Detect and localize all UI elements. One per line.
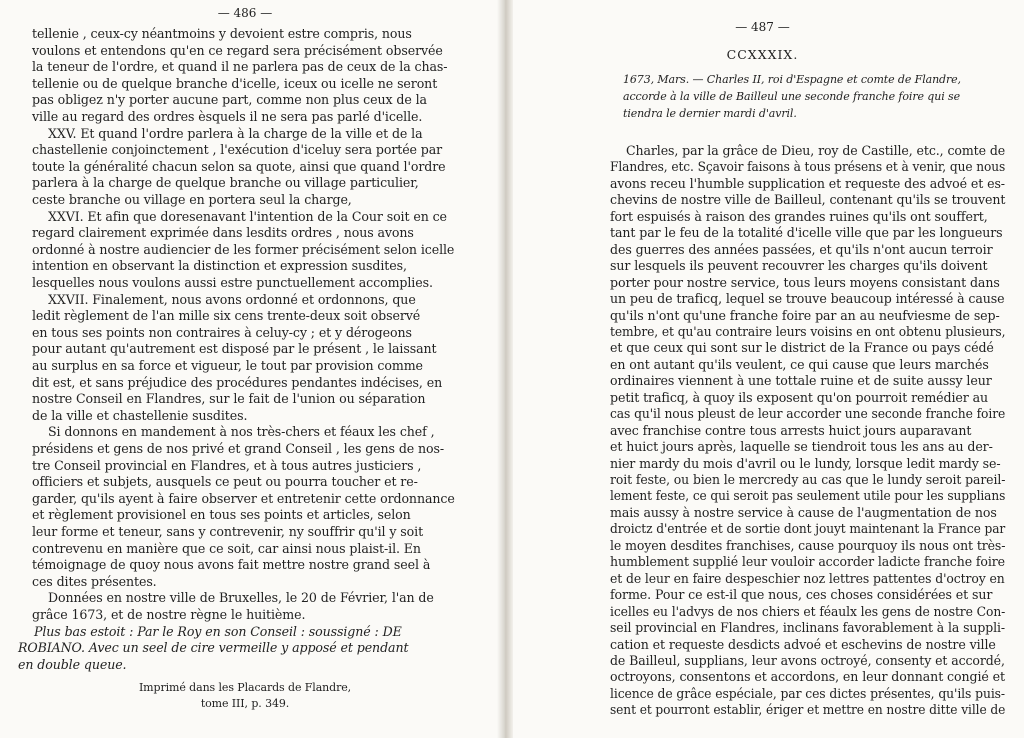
body-line: ces dites présentes. xyxy=(32,573,157,589)
body-line: garder, qu'ils ayent à faire observer et entretenir cette ordonnance xyxy=(32,490,455,506)
signature-line: Plus bas estoit : Par le Roy en son Conseil : soussigné : DE xyxy=(34,623,402,639)
body-line: la teneur de l'ordre, et quand il ne parlera pas de ceux de la chas- xyxy=(32,59,448,75)
body-line: contrevenu en manière que ce soit, car ainsi nous plaist-il. En xyxy=(32,540,421,556)
body-line: voulons et entendons qu'en ce regard sera précisément observée xyxy=(32,42,443,58)
body-line: pour autant qu'autrement est disposé par le présent , le laissant xyxy=(32,341,437,357)
body-line: le moyen desdites franchises, cause pourquoy ils nous ont très- xyxy=(610,537,1006,553)
body-line: tellenie , ceux-cy néantmoins y devoient estre compris, nous xyxy=(32,26,412,41)
section-number: CCXXXIX. xyxy=(726,47,799,62)
body-line: lesquelles nous voulons aussi estre punctuellement accomplies. xyxy=(32,275,433,290)
body-line: des guerres des années passées, et qu'ils n'ont aucun terroir xyxy=(610,241,993,257)
body-line: et de leur en faire despeschier noz lettres pattentes d'octroy en xyxy=(610,570,1005,586)
body-line: au surplus en sa force et vigueur, le tout par provision comme xyxy=(32,358,423,373)
body-line: XXVII. Finalement, nous avons ordonné et ordonnons, que xyxy=(48,291,416,307)
body-line: ledit règlement de l'an mille six cens trente-deux soit observé xyxy=(32,308,421,324)
body-line: cation et requeste desdicts advoé et eschevins de nostre ville xyxy=(610,636,996,652)
body-line: présidens et gens de nos privé et grand Conseil , les gens de nos- xyxy=(32,441,445,456)
body-line: dit est, et sans préjudice des procédures pendantes indécises, en xyxy=(32,374,443,390)
body-line: de Bailleul, supplians, leur avons octroyé, consenty et accordé, xyxy=(610,652,1005,668)
body-line: tant par le feu de la totalité d'icelle ville que par les longueurs xyxy=(610,225,1003,241)
body-line: nostre Conseil en Flandres, sur le fait de l'union ou séparation xyxy=(32,391,426,407)
body-line: et que ceux qui sont sur le district de la France ou pays cédé xyxy=(610,340,994,356)
body-line: ville au regard des ordres èsquels il ne sera pas parlé d'icelle. xyxy=(32,109,423,124)
body-line: licence de grâce espéciale, par ces dictes présentes, qu'ils puis- xyxy=(610,685,1006,701)
body-line: et huict jours après, laquelle se tiendroit tous les ans au der- xyxy=(610,439,993,455)
body-line: XXVI. Et afin que doresenavant l'intention de la Cour soit en ce xyxy=(48,208,447,224)
body-line: humblement supplié leur vouloir accorder ladicte franche foire xyxy=(610,554,1005,570)
body-line: tre Conseil provincial en Flandres, et à tous autres justiciers , xyxy=(32,457,422,473)
body-line: icelles eu l'advys de nos chiers et féaulx les gens de nostre Con- xyxy=(610,603,1006,619)
body-line: ordonné à nostre audiencier de les former précisément selon icelle xyxy=(32,241,455,257)
body-line: XXV. Et quand l'ordre parlera à la charge de la ville et de la xyxy=(48,125,423,141)
body-line: sent et pourront establir, ériger et mettre en nostre ditte ville de xyxy=(610,702,1006,718)
body-line: tembre, et qu'au contraire leurs voisins en ont obtenu plusieurs, xyxy=(610,323,1006,339)
source-note: tome III, p. 349. xyxy=(200,697,290,710)
body-line: forme. Pour ce est-il que nous, ces choses considérées et sur xyxy=(610,587,993,603)
body-line: regard clairement exprimée dans lesdits ordres , nous avons xyxy=(32,225,414,241)
body-line: pas obligez n'y porter aucune part, comme non plus ceux de la xyxy=(32,92,427,108)
body-line: intention en observant la distinction et expression susdites, xyxy=(32,258,407,274)
body-line: Si donnons en mandement à nos très-chers et féaux les chef , xyxy=(48,424,435,440)
body-line: tellenie ou de quelque branche d'icelle, iceux ou icelle ne seront xyxy=(32,75,438,91)
summary-line: 1673, Mars. — Charles II, roi d'Espagne et comte de Flandre, xyxy=(623,73,961,86)
body-line: en ont autant qu'ils veulent, ce qui cause que leurs marchés xyxy=(610,356,989,372)
body-line: fort espuisés à raison des grandes ruines qu'ils ont souffert, xyxy=(610,208,988,224)
body-line: de la ville et chastellenie susdites. xyxy=(32,407,248,423)
body-line: avons receu l'humble supplication et requeste des advoé et es- xyxy=(610,175,1005,191)
body-line: Charles, par la grâce de Dieu, roy de Castille, etc., comte de xyxy=(626,143,1006,158)
left-page xyxy=(0,0,505,738)
body-line: sur lesquels ils peuvent recouvrer les charges qu'ils doivent xyxy=(610,258,988,274)
body-line: Données en nostre ville de Bruxelles, le 20 de Février, l'an de xyxy=(48,590,434,606)
page-number: — 486 — xyxy=(217,6,273,20)
page-number: — 487 — xyxy=(735,20,790,34)
body-line: nier mardy du mois d'avril ou le lundy, lorsque ledit mardy se- xyxy=(610,455,1001,471)
right-page xyxy=(505,0,1024,738)
body-line: cas qu'il nous pleust de leur accorder une seconde franche foire xyxy=(610,406,1006,422)
body-line: avec franchise contre tous arrests huict jours auparavant xyxy=(610,422,972,438)
summary-line: tiendra le dernier mardi d'avril. xyxy=(623,107,797,120)
body-line: officiers et subjets, ausquels ce peut ou pourra toucher et re- xyxy=(32,474,418,490)
body-line: qu'ils n'ont qu'une franche foire par an au neufviesme de sep- xyxy=(610,307,1000,323)
signature-line: en double queue. xyxy=(18,656,127,672)
body-line: chastellenie conjoinctement , l'exécution d'iceluy sera portée par xyxy=(32,142,443,158)
body-line: chevins de nostre ville de Bailleul, contenant qu'ils se trouvent xyxy=(610,192,1006,208)
body-line: seil provincial en Flandres, inclinans favorablement à la suppli- xyxy=(610,620,1005,636)
body-line: ceste branche ou village en portera seul la charge, xyxy=(32,192,352,207)
summary-line: accorde à la ville de Bailleul une seconde franche foire qui se xyxy=(623,90,961,103)
body-line: parlera à la charge de quelque branche ou village particulier, xyxy=(32,175,419,191)
body-line: toute la généralité chacun selon sa quote, ainsi que quand l'ordre xyxy=(32,158,446,174)
body-line: en tous ses points non contraires à celuy-cy ; et y dérogeons xyxy=(32,324,412,340)
body-line: petit traficq, à quoy ils exposent qu'on pourroit remédier au xyxy=(610,389,989,405)
body-line: un peu de traficq, lequel se trouve beaucoup intéressé à cause xyxy=(610,291,1005,307)
body-line: porter pour nostre service, tous leurs moyens consistant dans xyxy=(610,274,1000,290)
body-line: Flandres, etc. Sçavoir faisons à tous présens et à venir, que nous xyxy=(610,159,1006,175)
body-line: octroyons, consentons et accordons, en leur donnant congié et xyxy=(610,669,1005,685)
body-line: et règlement provisionel en tous ses points et articles, selon xyxy=(32,507,411,523)
signature-line: ROBIANO. Avec un seel de cire vermeille y apposé et pendant xyxy=(18,640,409,656)
body-line: roit feste, ou bien le mercredy au cas que le lundy seroit pareil- xyxy=(610,472,1006,487)
body-line: lement feste, ce qui seroit pas seulement utile pour les supplians xyxy=(610,488,1006,504)
body-line: leur forme et teneur, sans y contrevenir, ny souffrir qu'il y soit xyxy=(32,524,424,539)
body-line: grâce 1673, et de nostre règne le huitième. xyxy=(32,607,306,622)
body-line: mais aussy à nostre service à cause de l'augmentation de nos xyxy=(610,504,997,520)
body-line: droictz d'entrée et de sortie dont jouyt maintenant la France par xyxy=(610,521,1006,537)
body-line: témoignage de quoy nous avons fait mettre nostre grand seel à xyxy=(32,557,431,573)
source-note: Imprimé dans les Placards de Flandre, xyxy=(138,681,352,694)
body-line: ordinaires viennent à une tottale ruine et de suite aussy leur xyxy=(610,373,992,389)
